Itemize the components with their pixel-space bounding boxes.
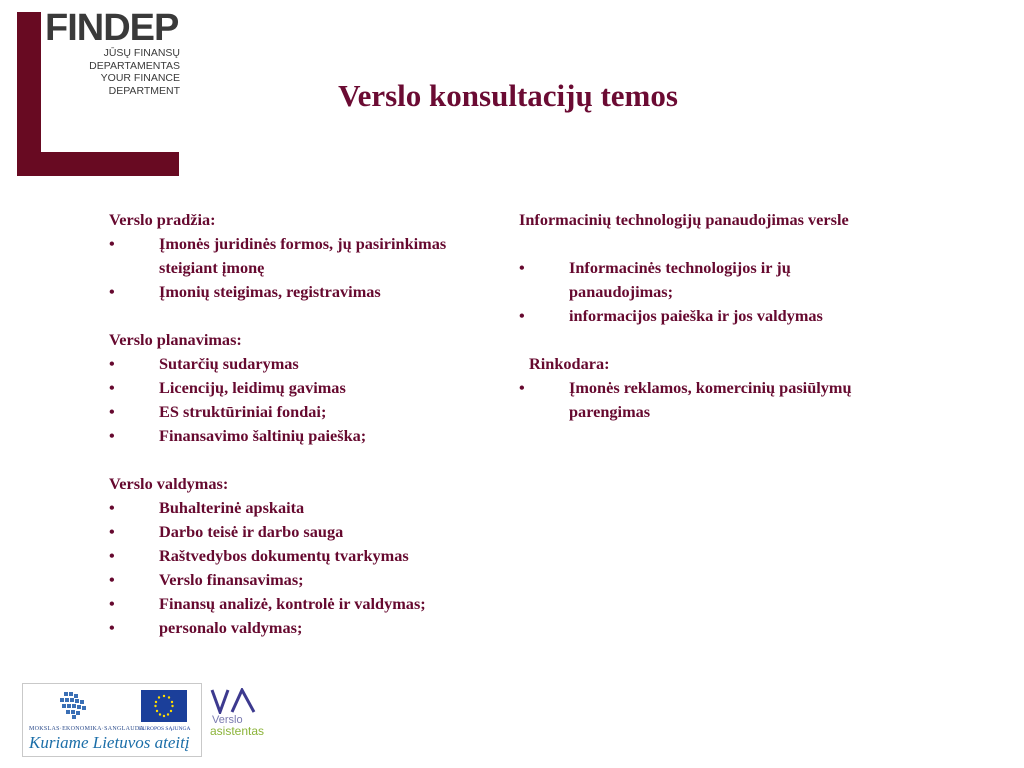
bullet-icon: •	[109, 354, 115, 373]
mes-mosaic-icon	[58, 690, 88, 720]
section-it	[519, 208, 939, 328]
list-item-line: Sutarčių sudarymas	[159, 354, 299, 373]
logo-subtitle-line: DEPARTAMENTAS	[89, 59, 180, 72]
list-item	[109, 232, 519, 280]
bullet-icon: •	[519, 306, 525, 325]
logo-subtitle-line: DEPARTMENT	[108, 84, 180, 97]
section-heading: Verslo valdymas:	[109, 474, 229, 493]
list-item-line: personalo valdymas;	[159, 618, 303, 637]
mes-label: MOKSLAS·EKONOMIKA·SANGLAUDA	[29, 726, 145, 732]
section-heading: Verslo pradžia:	[109, 210, 216, 229]
list-item-line: steigiant įmonę	[159, 258, 265, 277]
list-item	[109, 496, 519, 520]
page-title: Verslo konsultacijų temos	[338, 78, 678, 113]
right-column	[519, 208, 939, 424]
list-item-line: Informacinės technologijos ir jų	[569, 258, 791, 277]
bullet-icon: •	[109, 426, 115, 445]
list-item	[109, 400, 519, 424]
va-asistentas-label: asistentas	[210, 724, 265, 738]
list-item-line: Įmonės juridinės formos, jų pasirinkimas	[159, 234, 447, 253]
va-mark-icon	[210, 688, 258, 714]
list-item-line: Licencijų, leidimų gavimas	[159, 378, 346, 397]
section-verslo-valdymas	[109, 472, 519, 640]
bullet-icon: •	[519, 378, 525, 397]
list-item	[109, 376, 519, 400]
eu-funding-logo	[22, 683, 202, 757]
list-item	[109, 592, 519, 616]
list-item-line: Verslo finansavimas;	[159, 570, 304, 589]
list-item	[109, 544, 519, 568]
list-item-line: Finansų analizė, kontrolė ir valdymas;	[159, 594, 426, 613]
va-verslo-label: Verslo	[212, 714, 243, 726]
logo-subtitle-line: YOUR FINANCE	[100, 72, 180, 84]
list-item	[109, 616, 519, 640]
list-item	[519, 376, 939, 424]
bullet-icon: •	[109, 402, 115, 421]
list-item-line: Raštvedybos dokumentų tvarkymas	[159, 546, 409, 565]
list-item-line: Įmonės reklamos, komercinių pasiūlymų	[569, 378, 852, 397]
list-item	[519, 256, 939, 304]
section-rinkodara	[519, 352, 939, 424]
list-item	[519, 304, 939, 328]
list-item-line: informacijos paieška ir jos valdymas	[569, 306, 823, 325]
bullet-icon: •	[109, 234, 115, 253]
page-title-wrapper	[0, 78, 1024, 114]
list-item-line: ES struktūriniai fondai;	[159, 402, 327, 421]
bullet-icon: •	[519, 258, 525, 277]
list-item-line: Įmonių steigimas, registravimas	[159, 282, 381, 301]
bullet-icon: •	[109, 282, 115, 301]
logo-brand: FINDEP	[45, 7, 179, 49]
bullet-icon: •	[109, 546, 115, 565]
eu-flag-icon	[141, 690, 187, 722]
left-column	[109, 208, 519, 640]
slogan: Kuriame Lietuvos ateitį	[29, 733, 190, 752]
list-item	[109, 520, 519, 544]
bullet-icon: •	[109, 618, 115, 637]
eu-label: EUROPOS SĄJUNGA	[139, 726, 191, 732]
verslo-asistentas-logo	[208, 688, 274, 752]
section-verslo-pradzia	[109, 208, 519, 304]
bullet-icon: •	[109, 522, 115, 541]
list-item-line: panaudojimas;	[569, 282, 674, 301]
bullet-icon: •	[109, 594, 115, 613]
section-heading: Verslo planavimas:	[109, 330, 242, 349]
bullet-icon: •	[109, 378, 115, 397]
list-item	[109, 280, 519, 304]
list-item-line: Finansavimo šaltinių paieška;	[159, 426, 367, 445]
section-verslo-planavimas	[109, 328, 519, 448]
list-item	[109, 424, 519, 448]
bullet-icon: •	[109, 570, 115, 589]
list-item	[109, 568, 519, 592]
logo-l-bar-horizontal	[17, 152, 179, 176]
list-item	[109, 352, 519, 376]
section-heading: Informacinių technologijų panaudojimas versle	[519, 210, 849, 229]
logo-subtitle-line: JŪSŲ FINANSŲ	[103, 47, 180, 59]
section-heading: Rinkodara:	[529, 354, 610, 373]
bullet-icon: •	[109, 498, 115, 517]
list-item-line: parengimas	[569, 402, 651, 421]
list-item-line: Darbo teisė ir darbo sauga	[159, 522, 344, 541]
list-item-line: Buhalterinė apskaita	[159, 498, 305, 517]
